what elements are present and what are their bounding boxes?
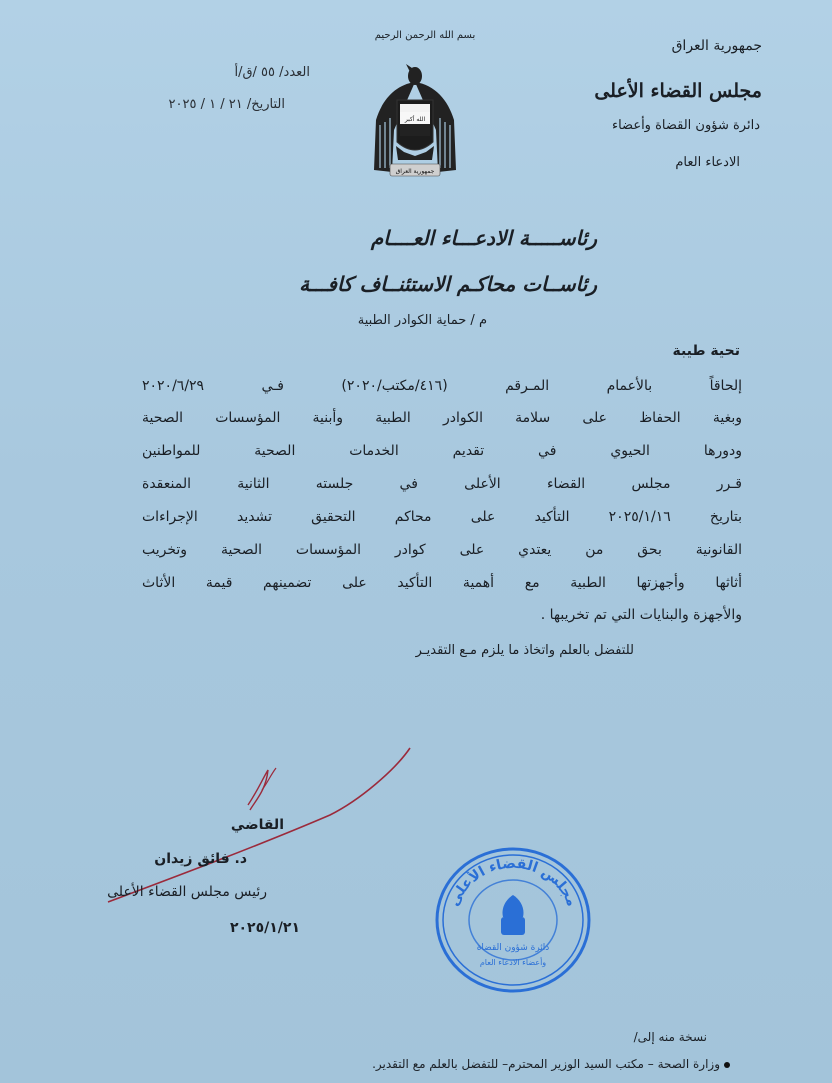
official-stamp — [433, 845, 593, 995]
reference-date: التاريخ/ ٢١ / ١ / ٢٠٢٥ — [168, 97, 285, 112]
emblem-inscription-top: الله أكبر — [404, 116, 426, 123]
closing-line: للتفضل بالعلم واتخاذ ما يلزم مـع التقديـر — [415, 643, 634, 658]
reference-number: العدد/ ٥٥ /ق/أ — [234, 65, 310, 80]
header-department: دائرة شؤون القضاة وأعضاء — [611, 118, 760, 133]
body-line: القانونية بحق من يعتدي على كوادر المؤسسات الصحية وتخريب — [142, 542, 742, 558]
copy-to-item: وزارة الصحة – مكتب السيد الوزير المحترم– للتفضل بالعلم مع التقدير. — [372, 1057, 720, 1071]
subject-line: م / حماية الكوادر الطبية — [357, 313, 487, 328]
body-line: قـرر مجلس القضاء الأعلى في جلسته الثانية المنعقدة — [142, 476, 742, 492]
body-line: بتاريخ ٢٠٢٥/١/١٦ التأكيد على محاكم التحقيق تشديد الإجراءات — [142, 509, 743, 525]
greeting: تحية طيبة — [672, 343, 740, 359]
copy-item-bullet — [724, 1062, 730, 1068]
body-line: وبغية الحفاظ على سلامة الكوادر الطبية وأبنية المؤسسات الصحية — [142, 410, 742, 426]
stamp-inner-text: دائرة شؤون القضاة — [476, 943, 550, 953]
body-line: إلحاقاً بالأعمام المـرقم (٤١٦/مكتب/٢٠٢٠) فـي ٢٠٢٠/٦/٢٩ — [142, 378, 743, 394]
signature-title: القاضي — [230, 817, 284, 833]
body-line: أثاثها وأجهزتها الطبية مع أهمية التأكيد على تضمينهم قيمة الأثاث — [142, 575, 742, 591]
header-office: الادعاء العام — [675, 155, 740, 170]
body-line: ودورها الحيوي في تقديم الخدمات الصحية للمواطنين — [142, 443, 742, 459]
signature-role: رئيس مجلس القضاء الأعلى — [107, 884, 267, 900]
stamp-bottom-text: وأعضاء الادعاء العام — [479, 958, 547, 967]
addressee-prosecution: رئاســـــة الادعـــاء العــــام — [370, 226, 597, 250]
header-council: مجلس القضاء الأعلى — [594, 80, 762, 102]
signature-date: ٢٠٢٥/١/٢١ — [229, 920, 300, 936]
iraq-eagle-emblem-icon — [370, 60, 460, 185]
addressee-appeal-courts: رئاســات محاكـم الاستئنــاف كافـــة — [299, 272, 597, 296]
body-line: والأجهزة والبنايات التي تم تخريبها . — [540, 607, 742, 623]
emblem-inscription-bottom: جمهورية العراق — [395, 168, 435, 175]
header-country: جمهورية العراق — [671, 38, 762, 54]
basmala: بسم الله الرحمن الرحيم — [374, 30, 476, 41]
signature-name: د. فائق زيدان — [154, 851, 247, 867]
stamp-outer-text: مجلس القضاء الأعلى — [446, 855, 580, 909]
copy-to-header: نسخة منه إلى/ — [633, 1030, 707, 1044]
